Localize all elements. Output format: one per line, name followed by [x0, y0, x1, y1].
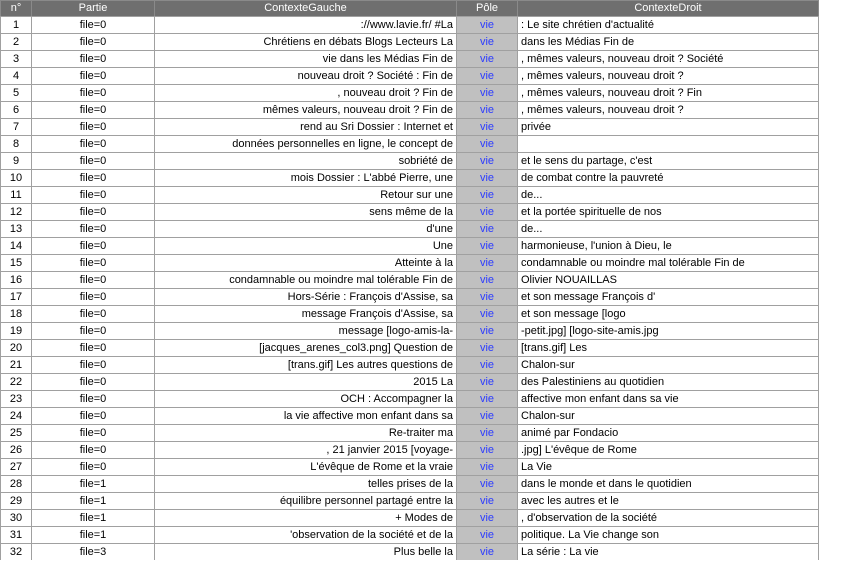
contexte-gauche-cell[interactable]: Re-traiter ma — [154, 424, 456, 441]
contexte-droit-cell[interactable]: dans les Médias Fin de — [517, 33, 819, 50]
contexte-gauche-cell[interactable]: + Modes de — [154, 509, 456, 526]
row-num-cell[interactable]: 21 — [0, 356, 31, 373]
partie-cell[interactable]: file=1 — [31, 475, 154, 492]
header-contexte-gauche[interactable]: ContexteGauche — [154, 0, 456, 16]
partie-cell[interactable]: file=0 — [31, 118, 154, 135]
contexte-gauche-cell[interactable]: OCH : Accompagner la — [154, 390, 456, 407]
pole-cell[interactable]: vie — [456, 152, 517, 169]
partie-cell[interactable]: file=0 — [31, 390, 154, 407]
row-num-cell[interactable]: 7 — [0, 118, 31, 135]
partie-cell[interactable]: file=0 — [31, 424, 154, 441]
contexte-gauche-cell[interactable]: données personnelles en ligne, le concept de — [154, 135, 456, 152]
partie-cell[interactable]: file=0 — [31, 271, 154, 288]
partie-cell[interactable]: file=0 — [31, 16, 154, 33]
partie-cell[interactable]: file=0 — [31, 305, 154, 322]
contexte-gauche-cell[interactable]: Une — [154, 237, 456, 254]
contexte-droit-cell[interactable]: dans le monde et dans le quotidien — [517, 475, 819, 492]
contexte-droit-cell[interactable]: , mêmes valeurs, nouveau droit ? — [517, 67, 819, 84]
header-pole[interactable]: Pôle — [456, 0, 517, 16]
contexte-gauche-cell[interactable]: 'observation de la société et de la — [154, 526, 456, 543]
contexte-droit-cell[interactable]: et le sens du partage, c'est — [517, 152, 819, 169]
row-num-cell[interactable]: 26 — [0, 441, 31, 458]
partie-cell[interactable]: file=0 — [31, 373, 154, 390]
row-num-cell[interactable]: 29 — [0, 492, 31, 509]
partie-cell[interactable]: file=0 — [31, 322, 154, 339]
contexte-gauche-cell[interactable]: L'évêque de Rome et la vraie — [154, 458, 456, 475]
contexte-droit-cell[interactable]: des Palestiniens au quotidien — [517, 373, 819, 390]
contexte-gauche-cell[interactable]: Plus belle la — [154, 543, 456, 560]
contexte-gauche-cell[interactable]: vie dans les Médias Fin de — [154, 50, 456, 67]
contexte-droit-cell[interactable]: , d'observation de la société — [517, 509, 819, 526]
row-num-cell[interactable]: 20 — [0, 339, 31, 356]
pole-cell[interactable]: vie — [456, 220, 517, 237]
contexte-gauche-cell[interactable]: Retour sur une — [154, 186, 456, 203]
partie-cell[interactable]: file=0 — [31, 254, 154, 271]
header-empty-area — [819, 0, 854, 16]
row-num-cell[interactable]: 4 — [0, 67, 31, 84]
row-num-cell[interactable]: 11 — [0, 186, 31, 203]
contexte-gauche-cell[interactable]: Chrétiens en débats Blogs Lecteurs La — [154, 33, 456, 50]
pole-cell[interactable]: vie — [456, 237, 517, 254]
row-num-cell[interactable]: 14 — [0, 237, 31, 254]
row-num-cell[interactable]: 24 — [0, 407, 31, 424]
contexte-gauche-cell[interactable]: mois Dossier : L'abbé Pierre, une — [154, 169, 456, 186]
contexte-gauche-cell[interactable]: [jacques_arenes_col3.png] Question de — [154, 339, 456, 356]
contexte-droit-cell[interactable]: Chalon-sur — [517, 407, 819, 424]
row-num-cell[interactable]: 27 — [0, 458, 31, 475]
pole-cell[interactable]: vie — [456, 33, 517, 50]
pole-cell[interactable]: vie — [456, 169, 517, 186]
row-num-cell[interactable]: 1 — [0, 16, 31, 33]
contexte-gauche-cell[interactable]: condamnable ou moindre mal tolérable Fin de — [154, 271, 456, 288]
partie-cell[interactable]: file=0 — [31, 407, 154, 424]
row-num-cell[interactable]: 15 — [0, 254, 31, 271]
contexte-droit-cell[interactable]: animé par Fondacio — [517, 424, 819, 441]
contexte-gauche-cell[interactable]: Hors-Série : François d'Assise, sa — [154, 288, 456, 305]
partie-cell[interactable]: file=0 — [31, 33, 154, 50]
contexte-gauche-cell[interactable]: équilibre personnel partagé entre la — [154, 492, 456, 509]
header-contexte-droit[interactable]: ContexteDroit — [517, 0, 819, 16]
partie-cell[interactable]: file=0 — [31, 237, 154, 254]
contexte-gauche-cell[interactable]: message François d'Assise, sa — [154, 305, 456, 322]
partie-cell[interactable]: file=0 — [31, 339, 154, 356]
contexte-gauche-cell[interactable]: , 21 janvier 2015 [voyage- — [154, 441, 456, 458]
row-num-cell[interactable]: 25 — [0, 424, 31, 441]
contexte-gauche-cell[interactable]: Atteinte à la — [154, 254, 456, 271]
contexte-droit-cell[interactable]: , mêmes valeurs, nouveau droit ? Fin — [517, 84, 819, 101]
pole-cell[interactable]: vie — [456, 424, 517, 441]
row-num-cell[interactable]: 22 — [0, 373, 31, 390]
pole-cell[interactable]: vie — [456, 441, 517, 458]
pole-cell[interactable]: vie — [456, 305, 517, 322]
partie-cell[interactable]: file=0 — [31, 441, 154, 458]
partie-cell[interactable]: file=0 — [31, 203, 154, 220]
contexte-droit-cell[interactable]: La série : La vie — [517, 543, 819, 560]
contexte-droit-cell[interactable]: de... — [517, 186, 819, 203]
contexte-gauche-cell[interactable]: sens même de la — [154, 203, 456, 220]
partie-cell[interactable]: file=0 — [31, 169, 154, 186]
contexte-droit-cell[interactable]: condamnable ou moindre mal tolérable Fin de — [517, 254, 819, 271]
row-num-cell[interactable]: 5 — [0, 84, 31, 101]
contexte-gauche-cell[interactable]: , nouveau droit ? Fin de — [154, 84, 456, 101]
pole-cell[interactable]: vie — [456, 118, 517, 135]
partie-cell[interactable]: file=0 — [31, 135, 154, 152]
partie-cell[interactable]: file=0 — [31, 152, 154, 169]
partie-cell[interactable]: file=1 — [31, 492, 154, 509]
row-num-cell[interactable]: 10 — [0, 169, 31, 186]
contexte-gauche-cell[interactable]: 2015 La — [154, 373, 456, 390]
pole-cell[interactable]: vie — [456, 373, 517, 390]
contexte-droit-cell[interactable]: harmonieuse, l'union à Dieu, le — [517, 237, 819, 254]
row-num-cell[interactable]: 3 — [0, 50, 31, 67]
pole-cell[interactable]: vie — [456, 407, 517, 424]
contexte-droit-cell[interactable]: et la portée spirituelle de nos — [517, 203, 819, 220]
partie-cell[interactable]: file=1 — [31, 509, 154, 526]
contexte-droit-cell[interactable]: de... — [517, 220, 819, 237]
contexte-droit-cell[interactable]: privée — [517, 118, 819, 135]
pole-cell[interactable]: vie — [456, 339, 517, 356]
contexte-droit-cell[interactable]: .jpg] L'évêque de Rome — [517, 441, 819, 458]
contexte-gauche-cell[interactable]: la vie affective mon enfant dans sa — [154, 407, 456, 424]
pole-cell[interactable]: vie — [456, 67, 517, 84]
pole-cell[interactable]: vie — [456, 254, 517, 271]
pole-cell[interactable]: vie — [456, 288, 517, 305]
row-num-cell[interactable]: 30 — [0, 509, 31, 526]
partie-cell[interactable]: file=0 — [31, 186, 154, 203]
row-num-cell[interactable]: 17 — [0, 288, 31, 305]
partie-cell[interactable]: file=0 — [31, 84, 154, 101]
pole-cell[interactable]: vie — [456, 135, 517, 152]
contexte-gauche-cell[interactable]: message [logo-amis-la- — [154, 322, 456, 339]
contexte-gauche-cell[interactable]: sobriété de — [154, 152, 456, 169]
row-num-cell[interactable]: 32 — [0, 543, 31, 560]
contexte-droit-cell[interactable]: , mêmes valeurs, nouveau droit ? — [517, 101, 819, 118]
partie-cell[interactable]: file=3 — [31, 543, 154, 560]
contexte-gauche-cell[interactable]: telles prises de la — [154, 475, 456, 492]
header-num[interactable]: n° — [0, 0, 31, 16]
contexte-droit-cell[interactable]: La Vie — [517, 458, 819, 475]
pole-cell[interactable]: vie — [456, 356, 517, 373]
contexte-droit-cell[interactable]: Olivier NOUAILLAS — [517, 271, 819, 288]
partie-cell[interactable]: file=0 — [31, 288, 154, 305]
pole-cell[interactable]: vie — [456, 16, 517, 33]
header-partie[interactable]: Partie — [31, 0, 154, 16]
partie-cell[interactable]: file=0 — [31, 458, 154, 475]
contexte-gauche-cell[interactable]: [trans.gif] Les autres questions de — [154, 356, 456, 373]
row-num-cell[interactable]: 18 — [0, 305, 31, 322]
pole-cell[interactable]: vie — [456, 50, 517, 67]
row-num-cell[interactable]: 19 — [0, 322, 31, 339]
contexte-gauche-cell[interactable]: nouveau droit ? Société : Fin de — [154, 67, 456, 84]
contexte-droit-cell[interactable]: -petit.jpg] [logo-site-amis.jpg — [517, 322, 819, 339]
contexte-droit-cell[interactable]: avec les autres et le — [517, 492, 819, 509]
partie-cell[interactable]: file=0 — [31, 67, 154, 84]
row-num-cell[interactable]: 9 — [0, 152, 31, 169]
contexte-droit-cell[interactable]: et son message François d' — [517, 288, 819, 305]
row-num-cell[interactable]: 23 — [0, 390, 31, 407]
partie-cell[interactable]: file=1 — [31, 526, 154, 543]
pole-cell[interactable]: vie — [456, 322, 517, 339]
contexte-gauche-cell[interactable]: d'une — [154, 220, 456, 237]
row-num-cell[interactable]: 8 — [0, 135, 31, 152]
row-num-cell[interactable]: 16 — [0, 271, 31, 288]
pole-cell[interactable]: vie — [456, 492, 517, 509]
row-num-cell[interactable]: 6 — [0, 101, 31, 118]
pole-cell[interactable]: vie — [456, 186, 517, 203]
partie-cell[interactable]: file=0 — [31, 101, 154, 118]
pole-cell[interactable]: vie — [456, 271, 517, 288]
contexte-droit-cell[interactable]: politique. La Vie change son — [517, 526, 819, 543]
contexte-gauche-cell[interactable]: rend au Sri Dossier : Internet et — [154, 118, 456, 135]
partie-cell[interactable]: file=0 — [31, 356, 154, 373]
contexte-droit-cell[interactable]: de combat contre la pauvreté — [517, 169, 819, 186]
row-num-cell[interactable]: 31 — [0, 526, 31, 543]
pole-cell[interactable]: vie — [456, 84, 517, 101]
pole-cell[interactable]: vie — [456, 458, 517, 475]
pole-cell[interactable]: vie — [456, 203, 517, 220]
contexte-droit-cell[interactable] — [517, 135, 819, 152]
pole-cell[interactable]: vie — [456, 526, 517, 543]
contexte-droit-cell[interactable]: et son message [logo — [517, 305, 819, 322]
contexte-droit-cell[interactable]: , mêmes valeurs, nouveau droit ? Société — [517, 50, 819, 67]
pole-cell[interactable]: vie — [456, 543, 517, 560]
row-num-cell[interactable]: 28 — [0, 475, 31, 492]
partie-cell[interactable]: file=0 — [31, 220, 154, 237]
contexte-droit-cell[interactable]: affective mon enfant dans sa vie — [517, 390, 819, 407]
pole-cell[interactable]: vie — [456, 475, 517, 492]
contexte-gauche-cell[interactable]: ://www.lavie.fr/ #La — [154, 16, 456, 33]
row-num-cell[interactable]: 12 — [0, 203, 31, 220]
pole-cell[interactable]: vie — [456, 509, 517, 526]
pole-cell[interactable]: vie — [456, 390, 517, 407]
pole-cell[interactable]: vie — [456, 101, 517, 118]
contexte-droit-cell[interactable]: : Le site chrétien d'actualité — [517, 16, 819, 33]
partie-cell[interactable]: file=0 — [31, 50, 154, 67]
contexte-droit-cell[interactable]: [trans.gif] Les — [517, 339, 819, 356]
row-num-cell[interactable]: 2 — [0, 33, 31, 50]
row-num-cell[interactable]: 13 — [0, 220, 31, 237]
contexte-droit-cell[interactable]: Chalon-sur — [517, 356, 819, 373]
contexte-gauche-cell[interactable]: mêmes valeurs, nouveau droit ? Fin de — [154, 101, 456, 118]
